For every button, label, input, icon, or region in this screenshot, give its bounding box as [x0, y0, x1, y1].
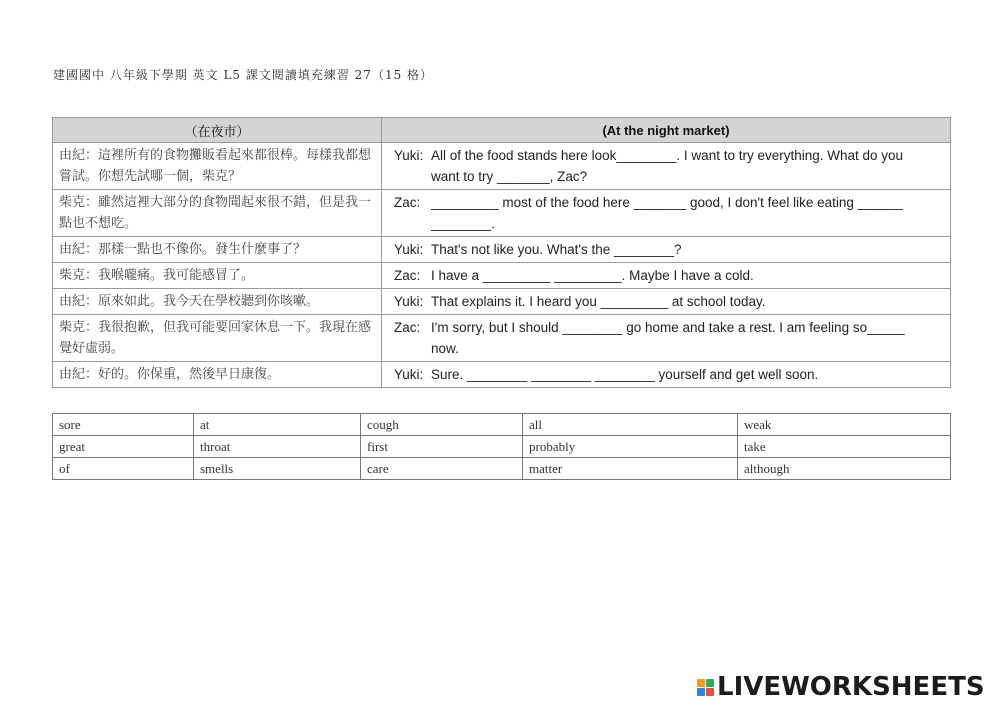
dialogue-text-continued: want to try _______, Zac? — [431, 169, 588, 184]
dialogue-row — [53, 190, 951, 237]
english-line[interactable] — [382, 143, 951, 190]
dialogue-text: All of the food stands here look________. I want to try everything. What do you — [431, 148, 904, 163]
word-bank-word: smells — [194, 458, 361, 480]
dialogue-row — [53, 315, 951, 362]
word-bank-word: great — [53, 436, 194, 458]
dialogue-row — [53, 237, 951, 263]
dialogue-table — [52, 117, 951, 388]
dialogue-row — [53, 289, 951, 315]
worksheet-header: 建國國中 八年級下學期 英文 L5 課文閱讀填充練習 27（15 格） — [53, 68, 434, 82]
chinese-column-header: （在夜市） — [53, 118, 382, 143]
logo-text: LIVEWORKSHEETS — [717, 672, 985, 702]
dialogue-text: I have a _________ _________. Maybe I have a cold. — [431, 268, 754, 283]
speaker-label: Yuki: — [394, 242, 424, 257]
liveworksheets-logo — [697, 672, 985, 702]
dialogue-text-continued: now. — [431, 341, 459, 356]
speaker-label: Yuki: — [394, 367, 424, 382]
chinese-line: 由紀：那樣一點也不像你。發生什麼事了？ — [53, 237, 382, 263]
chinese-line: 由紀：好的。你保重，然後早日康復。 — [53, 362, 382, 388]
word-bank-word: care — [361, 458, 523, 480]
dialogue-text: Sure. ________ ________ ________ yourself and get well soon. — [431, 367, 819, 382]
english-line[interactable] — [382, 315, 951, 362]
speaker-label: Zac: — [394, 268, 421, 283]
word-bank-word: although — [738, 458, 951, 480]
logo-mark-icon — [697, 679, 714, 696]
word-bank-table — [52, 413, 951, 480]
word-bank-word: all — [523, 414, 738, 436]
chinese-line: 由紀：原來如此。我今天在學校聽到你咳嗽。 — [53, 289, 382, 315]
word-bank-word: at — [194, 414, 361, 436]
english-line[interactable] — [382, 190, 951, 237]
speaker-label: Zac: — [394, 195, 421, 210]
word-bank-row — [53, 414, 951, 436]
chinese-line: 柴克：雖然這裡大部分的食物聞起來很不錯，但是我一點也不想吃。 — [53, 190, 382, 237]
word-bank-word: throat — [194, 436, 361, 458]
speaker-label: Zac: — [394, 320, 421, 335]
word-bank-word: weak — [738, 414, 951, 436]
speaker-label: Yuki: — [394, 294, 424, 309]
english-line[interactable] — [382, 289, 951, 315]
word-bank-word: sore — [53, 414, 194, 436]
dialogue-row — [53, 263, 951, 289]
dialogue-header-row — [53, 118, 951, 143]
word-bank-word: of — [53, 458, 194, 480]
word-bank-row — [53, 458, 951, 480]
english-line[interactable] — [382, 263, 951, 289]
dialogue-text: I'm sorry, but I should ________ go home and take a rest. I am feeling so_____ — [431, 320, 905, 335]
english-line[interactable] — [382, 237, 951, 263]
dialogue-text: That's not like you. What's the ________? — [431, 242, 682, 257]
english-line[interactable] — [382, 362, 951, 388]
chinese-line: 柴克：我喉嚨痛。我可能感冒了。 — [53, 263, 382, 289]
english-column-header: (At the night market) — [382, 118, 951, 143]
dialogue-row — [53, 143, 951, 190]
word-bank-word: matter — [523, 458, 738, 480]
chinese-line: 柴克：我很抱歉，但我可能要回家休息一下。我現在感覺好虛弱。 — [53, 315, 382, 362]
dialogue-text: _________ most of the food here _______ good, I don't feel like eating ______ — [431, 195, 903, 210]
word-bank-word: probably — [523, 436, 738, 458]
speaker-label: Yuki: — [394, 148, 424, 163]
chinese-line: 由紀：這裡所有的食物攤販看起來都很棒。每樣我都想嘗試。你想先試哪一個，柴克？ — [53, 143, 382, 190]
word-bank-word: cough — [361, 414, 523, 436]
dialogue-text-continued: ________. — [431, 216, 495, 231]
word-bank-word: take — [738, 436, 951, 458]
word-bank-word: first — [361, 436, 523, 458]
word-bank-row — [53, 436, 951, 458]
dialogue-row — [53, 362, 951, 388]
dialogue-text: That explains it. I heard you _________ at school today. — [431, 294, 766, 309]
